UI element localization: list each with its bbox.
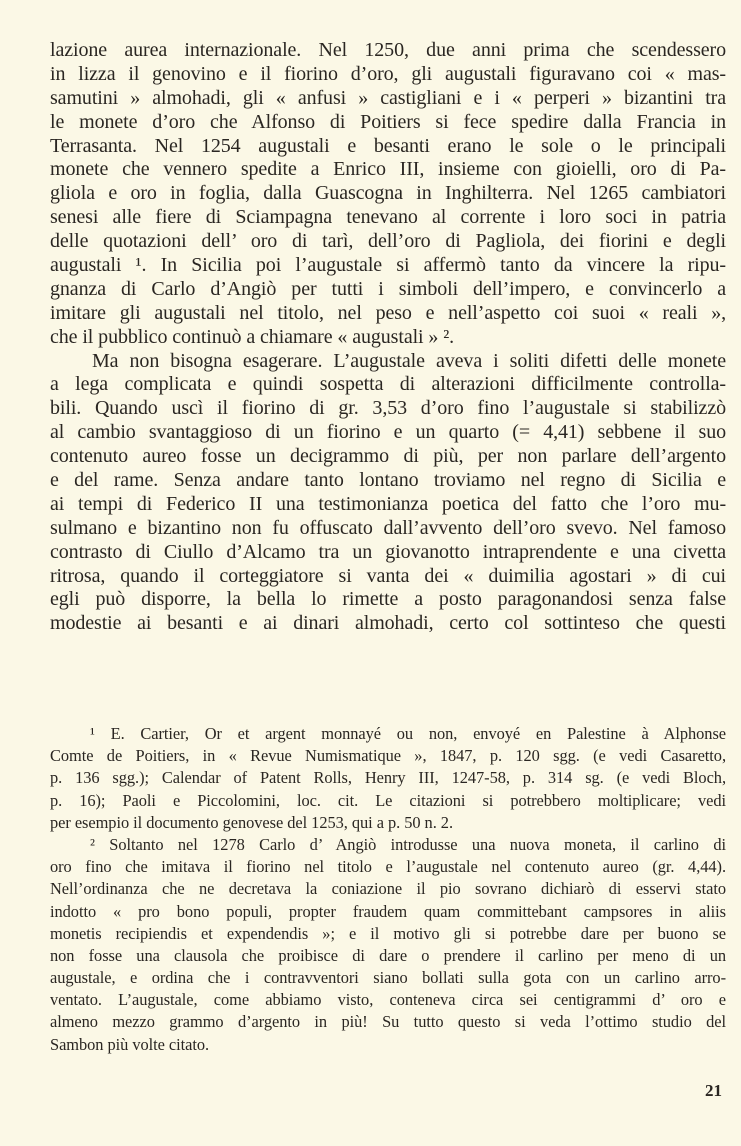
text-line: augustali ¹. In Sicilia poi l’augustale si affermò tanto da vincere la ripu- — [50, 254, 726, 277]
footnote-line: monetis recipiendis et expendendis »; e il motivo gli si potrebbe dare per buono se — [50, 923, 726, 943]
footnote-line: non fosse una clausola che proibisce di dare o prendere il carlino per meno di un — [50, 945, 726, 965]
text-line: contenuto aureo fosse un decigrammo di più, per non parlare dell’argento — [50, 445, 726, 468]
text-line: sulmano e bizantino non fu offuscato dall’avvento dell’oro svevo. Nel famoso — [50, 516, 726, 539]
main-text — [50, 14, 726, 636]
footnote-line: oro fino che imitava il fiorino nel titolo e l’augustale nel contenuto aureo (gr. 4,44). — [50, 857, 726, 877]
text-line: egli può disporre, la bella lo rimette a posto paragonandosi senza false — [50, 588, 726, 611]
text-line: modestie ai besanti e ai dinari almohadi, certo col sottinteso che questi — [50, 612, 726, 635]
footnote-line: p. 16); Paoli e Piccolomini, loc. cit. Le citazioni si potrebbero moltiplicare; vedi — [50, 790, 726, 810]
paragraph-start: Ma non bisogna esagerare. L’augustale aveva i soliti difetti delle monete — [92, 349, 726, 372]
text-line: ai tempi di Federico II una testimonianza poetica del fatto che l’oro mu- — [50, 492, 726, 515]
text-line: al cambio svantaggioso di un fiorino e un quarto (= 4,41) sebbene il suo — [50, 421, 726, 444]
text-line: a lega complicata e quindi sospetta di alterazioni difficilmente controlla- — [50, 373, 726, 396]
text-line: le monete d’oro che Alfonso di Poitiers si fece spedire dalla Francia in — [50, 110, 726, 133]
text-line: Terrasanta. Nel 1254 augustali e besanti erano le sole o le principali — [50, 134, 726, 157]
text-line: samutini » almohadi, gli « anfusi » castigliani e i « perperi » bizantini tra — [50, 86, 726, 109]
footnote-line: augustale, e ordina che i contravventori siano bollati sulla gota con un carlino arro- — [50, 968, 726, 988]
footnote-1-start: ¹ E. Cartier, Or et argent monnayé ou non, envoyé en Palestine à Alphonse — [90, 724, 726, 743]
footnote-line: Comte de Poitiers, in « Revue Numismatique », 1847, p. 120 sgg. (e vedi Casaretto, — [50, 746, 726, 766]
text-line: lazione aurea internazionale. Nel 1250, due anni prima che scendessero — [50, 39, 726, 61]
page-number: 21 — [705, 1081, 722, 1100]
footnote-line: p. 136 sgg.); Calendar of Patent Rolls, Henry III, 1247-58, p. 314 sg. (e vedi Bloch, — [50, 768, 726, 788]
footnote-2-start: ² Soltanto nel 1278 Carlo d’ Angiò introdusse una nuova moneta, il carlino di — [90, 834, 726, 854]
text-line: gliola e oro in foglia, dalla Guascogna in Inghilterra. Nel 1265 cambiatori — [50, 182, 726, 205]
footnote-line: ventato. L’augustale, come abbiamo visto, conteneva circa sei centigrammi d’ oro e — [50, 990, 726, 1010]
footnote-line: Nell’ordinanza che ne decretava la coniazione il pio sovrano dichiarò di esservi stato — [50, 879, 726, 899]
text-line: senesi alle fiere di Sciampagna tenevano al corrente i loro soci in patria — [50, 206, 726, 229]
text-line: che il pubblico continuò a chiamare « augustali » ². — [50, 325, 455, 348]
text-line: contrasto di Ciullo d’Alcamo tra un giovanotto intraprendente e una civetta — [50, 540, 726, 563]
text-line: bili. Quando uscì il fiorino di gr. 3,53 d’oro fino l’augustale si stabilizzò — [50, 397, 726, 420]
text-line: e del rame. Senza andare tanto lontano troviamo nel regno di Sicilia e — [50, 469, 726, 492]
text-line: ritrosa, quando il corteggiatore si vanta dei « duimilia agostari » di cui — [50, 564, 726, 587]
footnote-line: Sambon più volte citato. — [50, 1034, 210, 1054]
footnote-line: almeno mezzo grammo d’argento in più! Su tutto questo si veda l’ottimo studio del — [50, 1012, 726, 1032]
text-line: imitare gli augustali nel titolo, nel peso e nell’aspetto coi suoi « reali », — [50, 301, 726, 324]
text-line: delle quotazioni dell’ oro di tarì, dell’oro di Pagliola, dei fiorini e degli — [50, 230, 726, 253]
text-line: in lizza il genovino e il fiorino d’oro, gli augustali figuravano coi « mas- — [50, 62, 726, 85]
footnote-line: indotto « pro bono populi, propter fraudem quam committebant campsores in aliis — [50, 901, 726, 921]
footnote-line: per esempio il documento genovese del 1253, qui a p. 50 n. 2. — [50, 812, 453, 832]
footnotes — [50, 723, 726, 1056]
text-line: monete che vennero spedite a Enrico III, insieme con gioielli, oro di Pa- — [50, 158, 726, 181]
text-line: gnanza di Carlo d’Angiò per tutti i simboli dell’impero, e convincerlo a — [50, 277, 726, 300]
